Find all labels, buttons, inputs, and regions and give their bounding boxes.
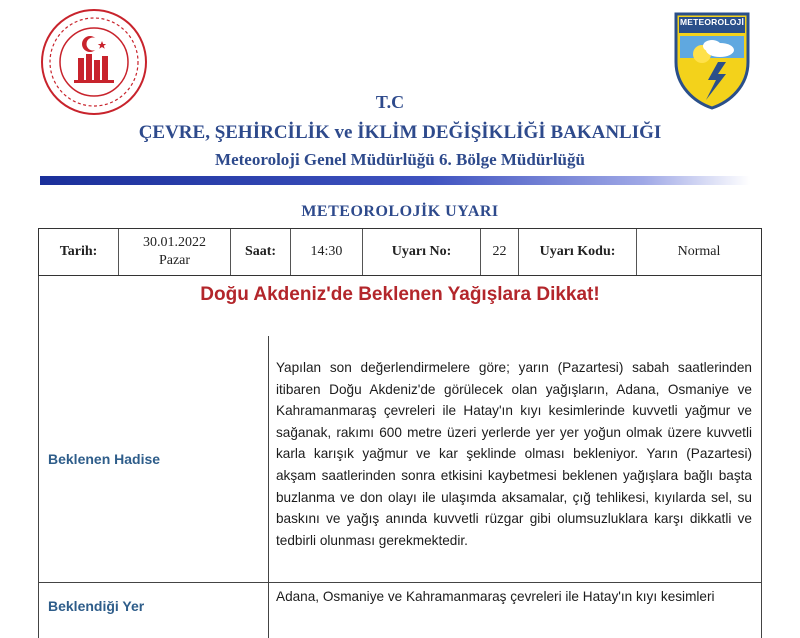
code-label: Uyarı Kodu: [539, 244, 616, 259]
header-divider-bar [40, 176, 750, 185]
expected-event-text: Yapılan son değerlendirmelere göre; yarın (Pazartesi) sabah saatlerinden itibaren Doğu Akdeniz'de görülecek olan yağışların, Adana, Osmaniye ve Kahramanmaraş çevreleri ile Hatay'ın kıyı kesimlerinde kuvvetli yağmur ve sağanak, rakımı 600 metre üzeri yerlerde yer yer yoğun olmak üzere kuvvetli karla karışık yağmur ve kar şeklinde olması bekleniyor. Yarın (Pazartesi) akşam saatlerinden sonra etkisini kaybetmesi beklenen yağışlara bağlı başta buzlanma ve don olayı ile ulaşımda aksamalar, çığ tehlikesi, kıyılarda sel, su baskını ve yağış anında kuvvetli rüzgar gibi olumsuzluklara karşı dikkatli ve tedbirli olunması gerekmektedir. [276, 360, 752, 548]
date-value: 30.01.2022 [143, 235, 206, 250]
code-label-cell [519, 229, 637, 275]
table-border-right [761, 276, 762, 638]
table-column-divider [268, 336, 269, 638]
warning-headline: Doğu Akdeniz'de Beklenen Yağışlara Dikkat! [200, 284, 600, 305]
header-ministry: ÇEVRE, ŞEHİRCİLİK ve İKLİM DEĞİŞİKLİĞİ BAKANLIĞI [138, 122, 662, 143]
time-label-cell [231, 229, 291, 275]
number-label-cell [363, 229, 481, 275]
code-value: Normal [677, 244, 721, 259]
number-value-cell [481, 229, 519, 275]
warning-title: METEOROLOJİK UYARI [301, 203, 499, 220]
expected-location-label: Beklendiği Yer [48, 598, 145, 614]
day-value: Pazar [158, 253, 191, 268]
code-value-cell [637, 229, 761, 275]
date-label-cell [39, 229, 119, 275]
table-border-left [38, 276, 39, 638]
meteorology-logo-text: METEOROLOJİ [679, 17, 745, 27]
number-value: 22 [492, 244, 507, 259]
time-value-cell [291, 229, 363, 275]
time-value: 14:30 [310, 244, 343, 259]
date-value-cell [119, 229, 231, 275]
date-label: Tarih: [59, 244, 98, 259]
table-row-divider [38, 582, 762, 583]
header-department: Meteoroloji Genel Müdürlüğü 6. Bölge Müdürlüğü [215, 150, 585, 169]
info-row [38, 228, 762, 276]
time-label: Saat: [244, 244, 277, 259]
expected-event-label: Beklenen Hadise [48, 451, 161, 467]
expected-location-text: Adana, Osmaniye ve Kahramanmaraş çevreleri ile Hatay'ın kıyı kesimleri [276, 589, 715, 604]
header-tc: T.C [375, 92, 405, 112]
number-label: Uyarı No: [391, 244, 452, 259]
